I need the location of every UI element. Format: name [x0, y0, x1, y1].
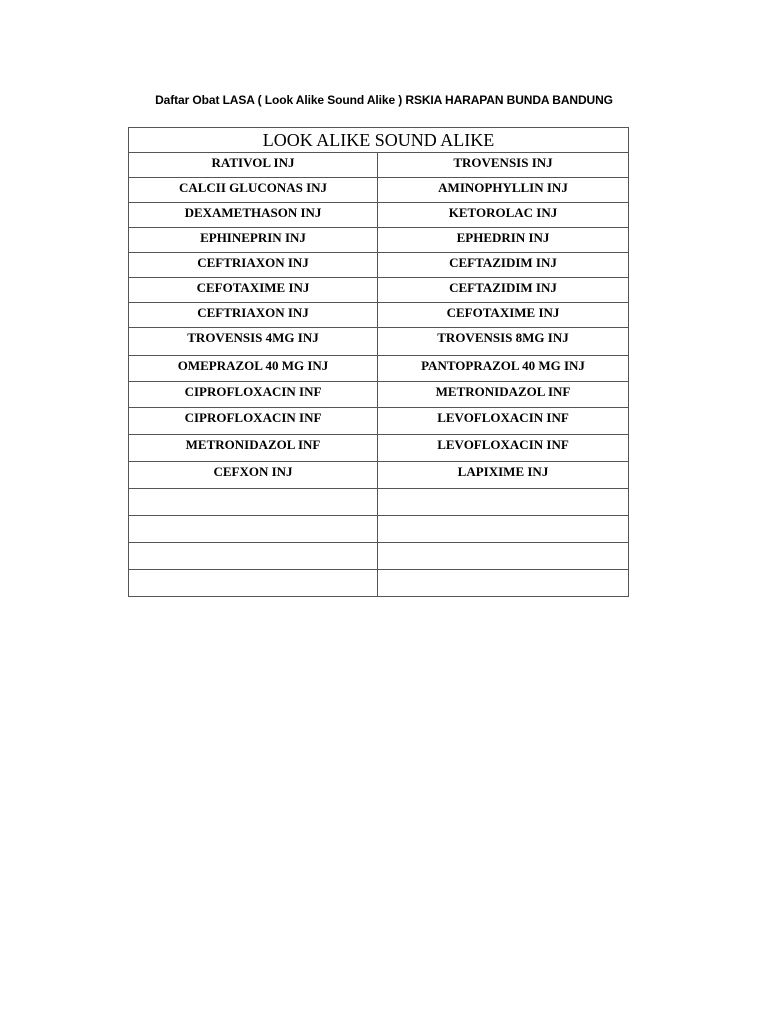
drug-left-name: EPHINEPRIN INJ: [200, 230, 306, 245]
drug-left-name: DEXAMETHASON INJ: [184, 205, 322, 220]
drug-right-name: PANTOPRAZOL 40 MG INJ: [421, 358, 585, 373]
drug-right-name: LEVOFLOXACIN INF: [437, 437, 569, 452]
table-row-empty: [129, 489, 629, 516]
drug-right-cell: [378, 278, 629, 303]
drug-left-name: OMEPRAZOL 40 MG INJ: [177, 358, 329, 373]
drug-left-cell: [129, 178, 378, 203]
drug-right-cell: [378, 356, 629, 382]
table-row: [129, 356, 629, 382]
empty-left-cell: [129, 516, 378, 543]
table-header: LOOK ALIKE SOUND ALIKE: [129, 128, 629, 153]
table-row: [129, 153, 629, 178]
empty-right-cell: [378, 516, 629, 543]
lasa-table: [128, 127, 629, 597]
drug-left-name: CEFTRIAXON INJ: [197, 255, 309, 270]
drug-right-cell: [378, 153, 629, 178]
drug-right-name: [378, 489, 628, 491]
drug-right-name: [378, 543, 628, 545]
drug-left-name: CEFTRIAXON INJ: [197, 305, 309, 320]
drug-left-name: [129, 489, 377, 491]
table-row: [129, 253, 629, 278]
drug-left-name: CIPROFLOXACIN INF: [184, 410, 322, 425]
empty-right-cell: [378, 570, 629, 597]
empty-right-cell: [378, 543, 629, 570]
empty-left-cell: [129, 570, 378, 597]
drug-left-name: TROVENSIS 4MG INJ: [187, 330, 319, 345]
drug-right-cell: [378, 382, 629, 408]
drug-right-name: METRONIDAZOL INF: [435, 384, 571, 399]
drug-right-name: TROVENSIS INJ: [453, 155, 553, 170]
drug-left-cell: [129, 435, 378, 462]
drug-right-cell: [378, 462, 629, 489]
drug-left-name: RATIVOL INJ: [211, 155, 295, 170]
table-row: [129, 228, 629, 253]
table-row: [129, 382, 629, 408]
drug-left-cell: [129, 408, 378, 435]
drug-left-cell: [129, 228, 378, 253]
table-row: [129, 278, 629, 303]
drug-left-cell: [129, 328, 378, 356]
drug-left-cell: [129, 278, 378, 303]
drug-left-cell: [129, 462, 378, 489]
drug-right-cell: [378, 435, 629, 462]
table-row: [129, 178, 629, 203]
drug-right-name: TROVENSIS 8MG INJ: [437, 330, 569, 345]
drug-left-name: [129, 516, 377, 518]
table-row: [129, 462, 629, 489]
drug-left-name: CEFOTAXIME INJ: [196, 280, 310, 295]
drug-left-name: CEFXON INJ: [213, 464, 293, 479]
table-row-empty: [129, 516, 629, 543]
drug-right-cell: [378, 303, 629, 328]
empty-right-cell: [378, 489, 629, 516]
table-row-empty: [129, 570, 629, 597]
drug-left-name: [129, 570, 377, 572]
drug-right-name: [378, 516, 628, 518]
table-row-empty: [129, 543, 629, 570]
empty-left-cell: [129, 489, 378, 516]
drug-left-name: [129, 543, 377, 545]
drug-right-cell: [378, 253, 629, 278]
drug-left-cell: [129, 203, 378, 228]
table-row: [129, 408, 629, 435]
table-row: [129, 303, 629, 328]
drug-right-name: EPHEDRIN INJ: [456, 230, 550, 245]
drug-right-name: LAPIXIME INJ: [457, 464, 549, 479]
drug-right-cell: [378, 328, 629, 356]
drug-right-name: [378, 570, 628, 572]
drug-left-cell: [129, 253, 378, 278]
drug-left-cell: [129, 303, 378, 328]
drug-right-cell: [378, 408, 629, 435]
drug-right-name: CEFOTAXIME INJ: [446, 305, 560, 320]
table-row: [129, 435, 629, 462]
drug-left-name: CIPROFLOXACIN INF: [184, 384, 322, 399]
drug-right-name: CEFTAZIDIM INJ: [449, 280, 557, 295]
drug-left-cell: [129, 382, 378, 408]
table-row: [129, 328, 629, 356]
drug-right-name: AMINOPHYLLIN INJ: [438, 180, 568, 195]
table-row: [129, 203, 629, 228]
drug-right-name: CEFTAZIDIM INJ: [449, 255, 557, 270]
drug-right-name: KETOROLAC INJ: [448, 205, 558, 220]
drug-left-name: METRONIDAZOL INF: [185, 437, 321, 452]
table-header-row: [129, 128, 629, 153]
drug-left-cell: [129, 356, 378, 382]
drug-right-name: LEVOFLOXACIN INF: [437, 410, 569, 425]
drug-right-cell: [378, 203, 629, 228]
drug-right-cell: [378, 178, 629, 203]
drug-right-cell: [378, 228, 629, 253]
document-title: Daftar Obat LASA ( Look Alike Sound Alike ) RSKIA HARAPAN BUNDA BANDUNG: [155, 93, 613, 107]
drug-left-cell: [129, 153, 378, 178]
empty-left-cell: [129, 543, 378, 570]
drug-left-name: CALCII GLUCONAS INJ: [178, 180, 328, 195]
